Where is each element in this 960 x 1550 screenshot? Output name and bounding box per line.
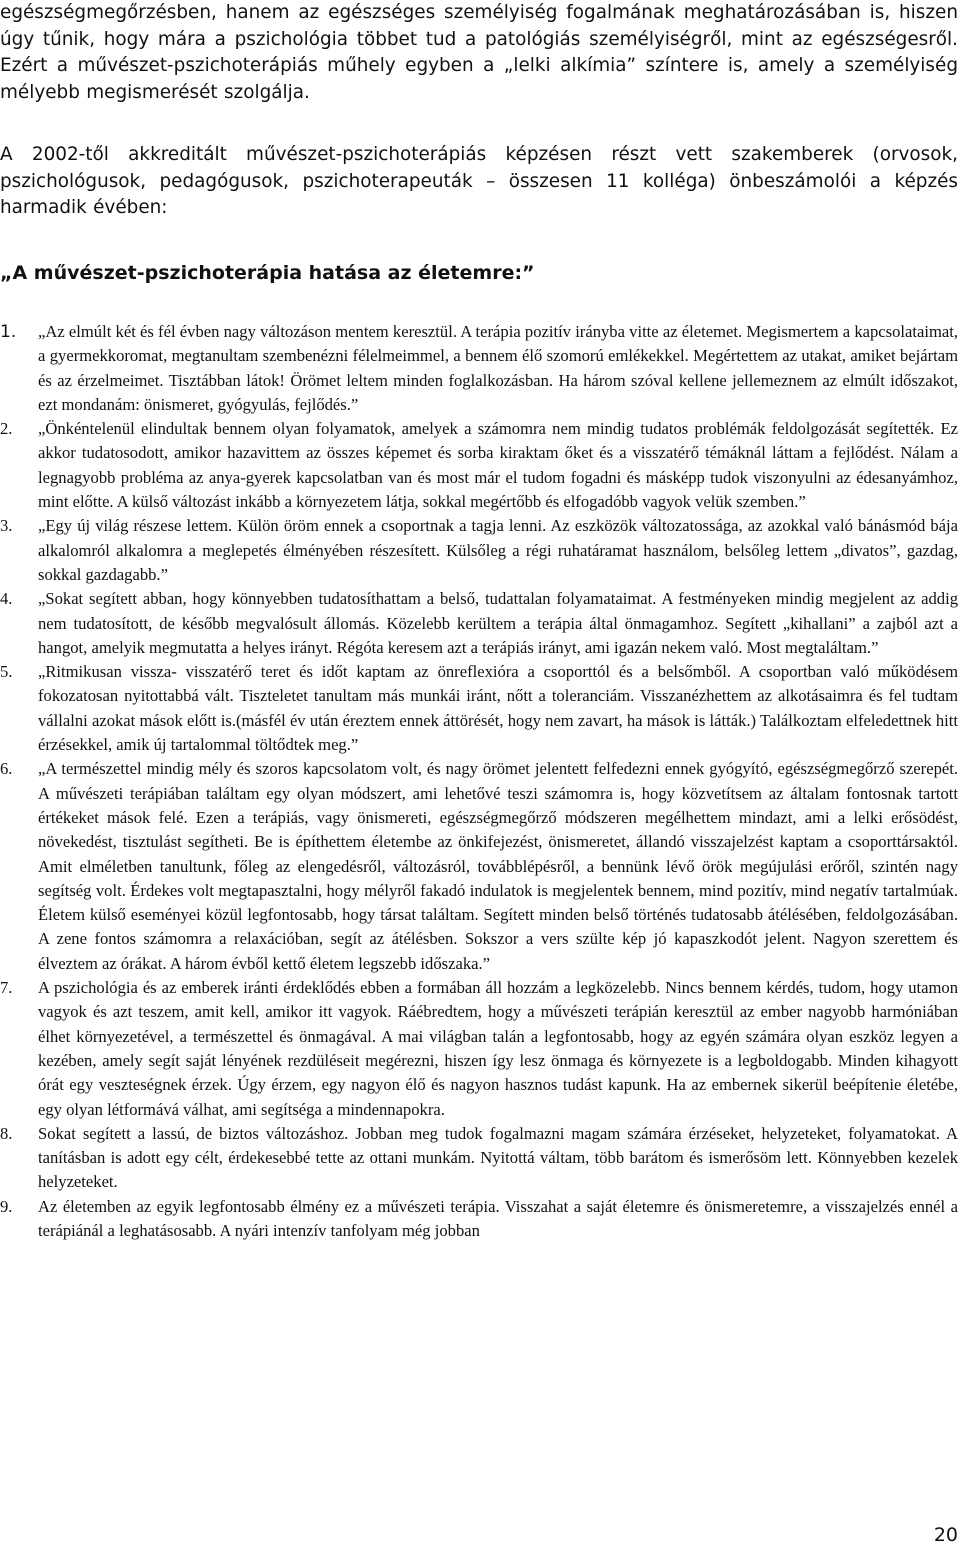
item-text: Az életemben az egyik legfontosabb élmény ez a művészeti terápia. Visszahat a saját életemre és önismeretemre, a visszajelzés ennél a terápiánál a leghatásosabb. A nyári intenzív tanfolyam még jobban bbox=[38, 1196, 958, 1240]
list-item bbox=[0, 1122, 958, 1195]
item-text: „Sokat segített abban, hogy könnyebben tudatosíthattam a belső, tudattalan folyamataimat. A festményeken mindig megjelent az addig nem tudatosított, de később megvalósult állomás. Közelebb kerültem a terápia által önmagamhoz. Segített „kihallani” a zajból azt a hangot, amelyik megmutatta a helyes irányt. Régóta keresem azt a terápiás irányt, ami igazán nekem való. Most megtaláltam.” bbox=[38, 589, 958, 657]
intro-paragraph: egészségmegőrzésben, hanem az egészséges személyiség fogalmának meghatározásában is, hiszen úgy tűnik, hogy mára a pszichológia többet tud a patológiás személyiségről, mint az egészségesről. Ezért a művészet-pszichoterápiás műhely egyben a „lelki alkímia” színtere is, amely a személyiség mélyebb megismerését szolgálja. bbox=[0, 2, 958, 103]
training-paragraph: A 2002-től akkreditált művészet-pszichoterápiás képzésen részt vett szakemberek (orvosok, pszichológusok, pedagógusok, pszichoterapeuták – összesen 11 kolléga) önbeszámolói a képzés harmadik évében: bbox=[0, 144, 958, 219]
item-number: 2. bbox=[0, 419, 13, 439]
item-number: 1. bbox=[0, 322, 17, 342]
list-item bbox=[0, 587, 958, 660]
testimonial-list bbox=[0, 320, 958, 1243]
item-text: „Önkéntelenül elindultak bennem olyan folyamatok, amelyek a számomra nem mindig tudatos problémák feldolgozását segítették. Ez akkor tudatosodott, amikor hazavittem az összes képemet és sorba kiraktam őket és a visszatérő témáknál láttam a fejlődést. Nálam a legnagyobb probléma az anya-gyerek kapcsolatban van és most már el tudom fogadni és másképp tudok viszonyulni az édesanyámhoz, mint előtte. A külső változást inkább a környezetem látja, sokkal megértőbb és elfogadóbb vagyok velük szemben.” bbox=[38, 419, 958, 512]
item-number: 8. bbox=[0, 1123, 13, 1143]
item-number: 5. bbox=[0, 662, 13, 682]
section-heading: „A művészet-pszichoterápia hatása az életemre:” bbox=[0, 262, 535, 284]
list-item bbox=[0, 417, 958, 514]
list-item bbox=[0, 976, 958, 1122]
item-text: A pszichológia és az emberek iránti érdeklődés ebben a formában áll hozzám a legközelebb. Nincs bennem kérdés, tudom, hogy utamon vagyok és azt teszem, amit kell, amikor itt vagyok. Ráébredtem, hogy a művészeti terápián keresztül az ember nagyobb harmóniában élhet környezetével, a természettel és önmagával. A mai világban talán a legfontosabb, hogy az egyén számára olyan eszköz legyen a kezében, amely segít saját lényének rezdüléseit megérezni, hiszen így lesz önmaga és környezete is a legboldogabb. Minden kihagyott órát egy veszteségnek érzek. Úgy érzem, egy nagyon élő és nagyon hasznos tudást kapunk. Ha az embernek sikerül beépítenie életébe, egy olyan létformává válhat, ami segítséga a mindennapokra. bbox=[38, 978, 958, 1119]
page-number: 20 bbox=[933, 1524, 958, 1546]
item-text: „Egy új világ részese lettem. Külön öröm ennek a csoportnak a tagja lenni. Az eszközök változatossága, az azokkal való bánásmód bája alkalomról alkalomra a meglepetés élményében részesített. Külsőleg a régi ruhatáramat használom, belsőleg lettem „divatos”, gazdag, sokkal gazdagabb.” bbox=[38, 516, 958, 584]
item-number: 3. bbox=[0, 516, 13, 536]
list-item bbox=[0, 757, 958, 976]
item-number: 4. bbox=[0, 589, 13, 609]
list-item bbox=[0, 320, 958, 417]
item-number: 9. bbox=[0, 1196, 13, 1216]
list-item bbox=[0, 660, 958, 757]
item-number: 6. bbox=[0, 759, 13, 779]
item-text: „Ritmikusan vissza- visszatérő teret és időt kaptam az önreflexióra a csoporttól és a belsőmből. A csoportban való működésem fokozatosan nyitottabbá vált. Tiszteletet tanultam más munkái iránt, nőtt a toleranciám. Visszanézhettem az alkotásaimra és fel tudtam vállalni azokat mások előtt is.(másfél év után éreztem ennek áttörését, hogy nem zavart, ha mások is látták.) Találkoztam elfeledettnek hitt érzésekkel, amik új tartalommal töltődtek meg.” bbox=[38, 662, 958, 755]
list-item bbox=[0, 514, 958, 587]
item-text: „Az elmúlt két és fél évben nagy változáson mentem keresztül. A terápia pozitív irányba vitte az életemet. Megismertem a kapcsolataimat, a gyermekkoromat, megtanultam szembenézni félelmeimmel, a bennem élő szomorú emlékekkel. Megértettem az utakat, amiket bejártam és az érzelmeimet. Tisztábban látok! Örömet leltem minden foglalkozásban. Ha három szóval kellene jellemeznem az elmúlt időszakot, ezt mondanám: önismeret, gyógyulás, fejlődés.” bbox=[38, 322, 958, 414]
item-text: Sokat segített a lassú, de biztos változáshoz. Jobban meg tudok fogalmazni magam számára érzéseket, helyzeteket, folyamatokat. A tanításban is adott egy célt, érdekesebbé tette az ottani munkám. Nyitottá váltam, több barátom és ismerősöm lett. Könnyebben kezelek helyzeteket. bbox=[38, 1123, 958, 1192]
item-text: „A természettel mindig mély és szoros kapcsolatom volt, és nagy örömet jelentett felfedezni ennek gyógyító, egészségmegőrző szerepét. A művészeti terápiában találtam egy olyan módszert, ami lehetővé teszi számomra is, hogy közvetítsem az általam fontosnak tartott értékeket mások felé. Ezen a terápiás, vagy önismereti, egészségmegőrző módszeren megélhettem mindazt, ami a lelki erősödést, növekedést, tisztulást segítheti. Be is építhettem életembe az önkifejezést, önismeretet, állandó visszajelzést kaptam a csoporttársaktól. Amit elméletben tanultunk, főleg az elengedésről, változásról, továbblépésről, a bennünk lévő örök megújulási erőről, szintén nagy segítség volt. Érdekes volt megtapasztalni, hogy mélyről fakadó indulatok is megjelentek bennem, mind pozitív, mind negatív tartalmúak. Életem külső eseményei közül legfontosabb, hogy társat találtam. Segített minden belső történés tudatosabb átélésében, feldolgozásában. A zene fontos számomra a relaxációban, segít az átélésben. Sokszor a vers szülte kép jó kapaszkodót jelent. Nagyon szerettem és élveztem az órákat. A három évből kettő életem legszebb időszaka.” bbox=[38, 759, 958, 973]
list-item bbox=[0, 1195, 958, 1244]
item-number: 7. bbox=[0, 978, 13, 998]
